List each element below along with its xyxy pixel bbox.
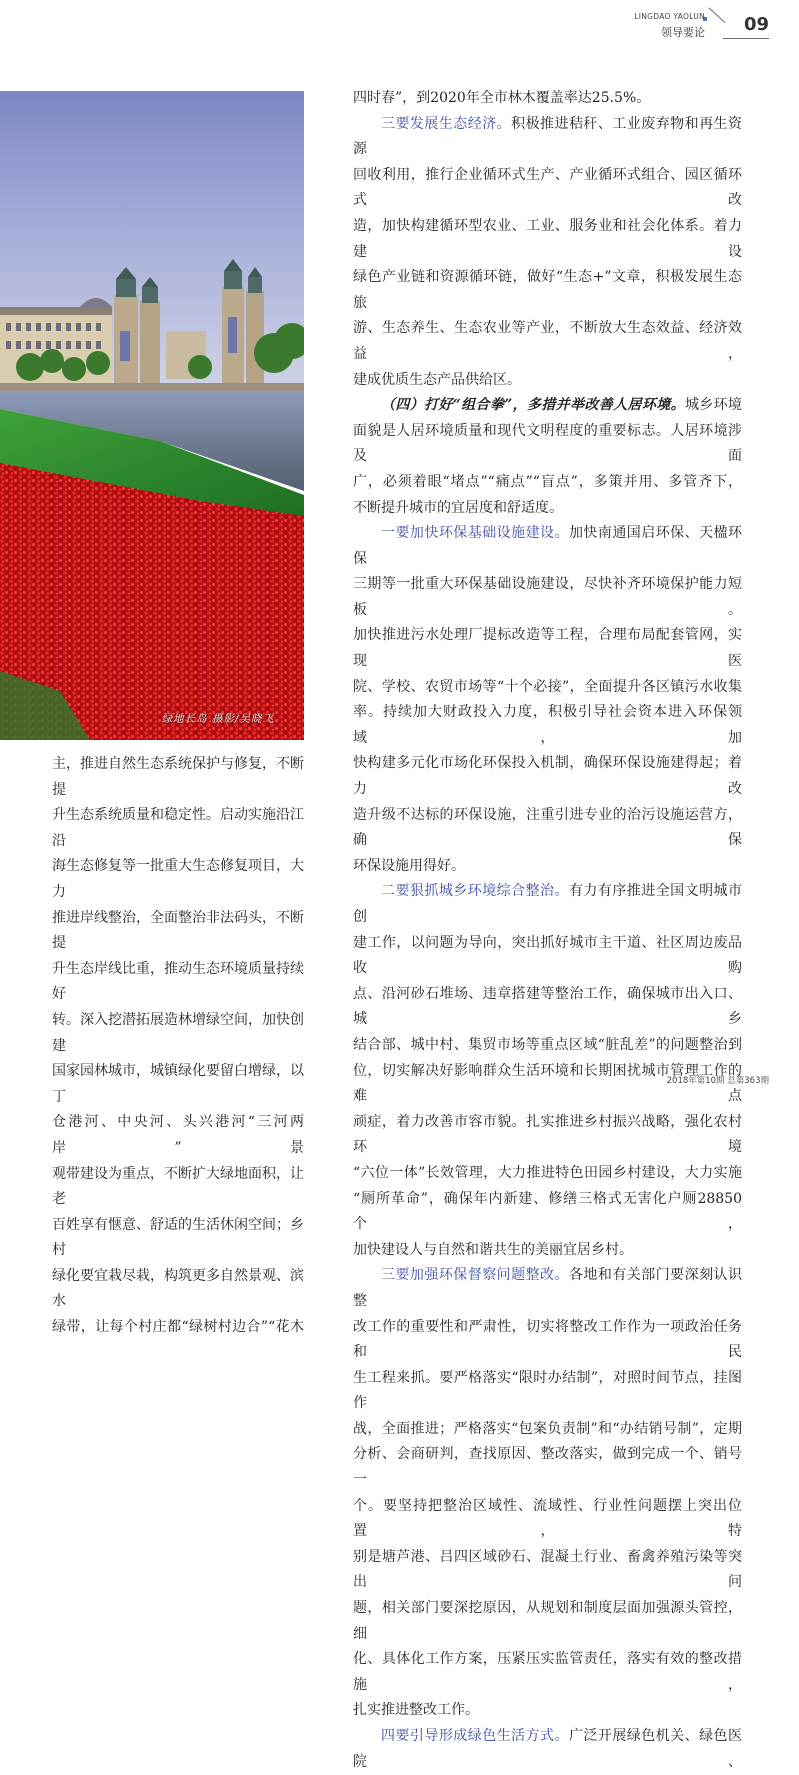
text-line: 游、生态养生、生态农业等产业，不断放大生态效益、经济效益， — [353, 320, 742, 362]
text-line: 百姓享有惬意、舒适的生活休闲空间；乡村 — [52, 1216, 304, 1259]
text-line: 推进岸线整治，全面整治非法码头，不断提 — [52, 909, 304, 952]
left-column — [52, 752, 304, 1341]
text-line: 加快建设人与自然和谐共生的美丽宜居乡村。 — [353, 1241, 633, 1258]
text-run: 各地和有关部门要深刻认识整 — [353, 1267, 743, 1309]
text-line: 建成优质生态产品供给区。 — [353, 371, 521, 388]
text-line: 造升级不达标的环保设施，注重引进专业的治污设施运营方，确保 — [353, 806, 742, 849]
section-heading: 一要加快环保基础设施建设。 — [381, 525, 569, 542]
column-name-en: LINGDAO YAOLUN — [634, 12, 705, 21]
text-line: 改工作的重要性和严肃性，切实将整改工作作为一项政治任务和民 — [353, 1318, 742, 1361]
text-run: 积极推进秸秆、工业废弃物和再生资源 — [353, 115, 742, 158]
text-line: 不断提升城市的宜居度和舒适度。 — [353, 499, 563, 516]
text-line: 主，推进自然生态系统保护与修复，不断提 — [52, 756, 304, 798]
photo-illustration — [0, 91, 304, 740]
page-number: 09 — [743, 14, 769, 35]
text-line: 战，全面推进；严格落实“包案负责制”和“办结销号制”，定期 — [353, 1420, 742, 1437]
text-line: 顽症，着力改善市容市貌。扎实推进乡村振兴战略，强化农村环境 — [353, 1113, 742, 1156]
text-run: 城乡环境 — [684, 397, 743, 414]
text-line: 回收利用，推行企业循环式生产、产业循环式组合、园区循环式改 — [353, 166, 742, 209]
text-line: 观带建设为重点，不断扩大绿地面积，让老 — [52, 1165, 304, 1208]
text-line: 广，必须着眼“堵点”“痛点”“盲点”，多策并用、多管齐下， — [353, 473, 742, 490]
text-line: 位，切实解决好影响群众生活环境和长期困扰城市管理工作的难点 — [353, 1062, 742, 1105]
header-slash-rule — [708, 7, 725, 22]
text-run: 加快南通国启环保、天楹环保 — [353, 525, 743, 567]
text-line: 国家园林城市，城镇绿化要留白增绿，以丁 — [52, 1063, 304, 1105]
text-line: 绿带，让每个村庄都“绿树村边合”“花木 — [52, 1319, 304, 1336]
text-line: 三期等一批重大环保基础设施建设，尽快补齐环境保护能力短板。 — [353, 576, 742, 618]
paragraph-first-line — [353, 112, 742, 163]
text-line: 造，加快构建循环型农业、工业、服务业和社会化体系。着力建设 — [353, 217, 742, 260]
text-line: 海生态修复等一批重大生态修复项目，大力 — [52, 858, 304, 900]
text-line: 率。持续加大财政投入力度，积极引导社会资本进入环保领域，加 — [353, 704, 742, 746]
photo-caption: 绿地长岛 摄影/吴晓飞 — [161, 713, 274, 725]
section-heading: 二要狠抓城乡环境综合整治。 — [381, 883, 569, 900]
text-line: 扎实推进整改工作。 — [353, 1702, 479, 1719]
text-line: 绿化要宜栽尽栽，构筑更多自然景观、滨水 — [52, 1267, 304, 1310]
text-line: 化、具体化工作方案，压紧压实监管责任，落实有效的整改措施， — [353, 1651, 742, 1693]
text-line: 仓港河、中央河、头兴港河“三河两岸”景 — [52, 1114, 304, 1156]
text-line: 别是塘芦港、吕四区域砂石、混凝土行业、畜禽养殖污染等突出问 — [353, 1548, 742, 1591]
text-line: 环保设施用得好。 — [353, 857, 465, 874]
text-line: 结合部、城中村、集贸市场等重点区域“脏乱差”的问题整治到 — [353, 1036, 742, 1053]
section-heading: 三要发展生态经济。 — [381, 115, 512, 132]
text-line: 分析、会商研判，查找原因、整改落实，做到完成一个、销号一 — [353, 1446, 742, 1489]
text-line: 题，相关部门要深挖原因，从规划和制度层面加强源头管控，细 — [353, 1600, 742, 1642]
header-rule — [723, 38, 769, 39]
text-line: 点、沿河砂石堆场、违章搭建等整治工作，确保城市出入口、城乡 — [353, 985, 742, 1028]
text-line: “厕所革命”，确保年内新建、修缮三格式无害化户厕28850个， — [353, 1190, 742, 1233]
text-line: 升生态系统质量和稳定性。启动实施沿江沿 — [52, 807, 304, 849]
paragraph-first-line — [353, 521, 742, 572]
subsection-heading: （四）打好“组合拳”，多措并举改善人居环境。 — [381, 397, 685, 414]
text-line: 转。深入挖潜拓展造林增绿空间，加快创建 — [52, 1011, 304, 1054]
text-line: 生工程来抓。要严格落实“限时办结制”，对照时间节点，挂图作 — [353, 1369, 742, 1412]
paragraph-first-line — [353, 393, 742, 419]
section-heading: 四要引导形成绿色生活方式。 — [381, 1728, 569, 1744]
right-column — [353, 86, 742, 1775]
text-line: 四时春”，到2020年全市林木覆盖率达25.5%。 — [353, 90, 651, 106]
text-line: 建工作，以问题为导向，突出抓好城市主干道、社区周边废品收购 — [353, 934, 742, 977]
paragraph-first-line — [353, 1263, 742, 1314]
photo-green-island — [0, 91, 304, 740]
text-line: 加快推进污水处理厂提标改造等工程，合理布局配套管网，实现医 — [353, 627, 742, 670]
text-line: 个。要坚持把整治区域性、流域性、行业性问题摆上突出位置，特 — [353, 1497, 742, 1540]
text-line: 院、学校、农贸市场等“十个必接”，全面提升各区镇污水收集 — [353, 678, 742, 695]
text-line: “六位一体”长效管理，大力推进特色田园乡村建设，大力实施 — [353, 1164, 742, 1181]
section-heading: 三要加强环保督察问题整改。 — [381, 1267, 569, 1284]
text-line: 面貌是人居环境质量和现代文明程度的重要标志。人居环境涉及面 — [353, 422, 742, 465]
text-line: 升生态岸线比重，推动生态环境质量持续好 — [52, 960, 304, 1003]
column-name-cn: 领导要论 — [661, 26, 705, 39]
text-run: 广泛开展绿色机关、绿色医院、 — [353, 1728, 743, 1770]
page-header — [579, 8, 769, 42]
text-run: 有力有序推进全国文明城市创 — [353, 883, 743, 925]
paragraph-first-line — [353, 879, 742, 930]
text-line: 绿色产业链和资源循环链，做好“生态+”文章，积极发展生态旅 — [353, 269, 742, 311]
text-line: 快构建多元化市场化环保投入机制，确保环保设施建得起；着力改 — [353, 755, 742, 798]
issue-footer: 2018年第10期 总第363期 — [666, 1076, 769, 1086]
paragraph-first-line — [353, 1724, 742, 1775]
